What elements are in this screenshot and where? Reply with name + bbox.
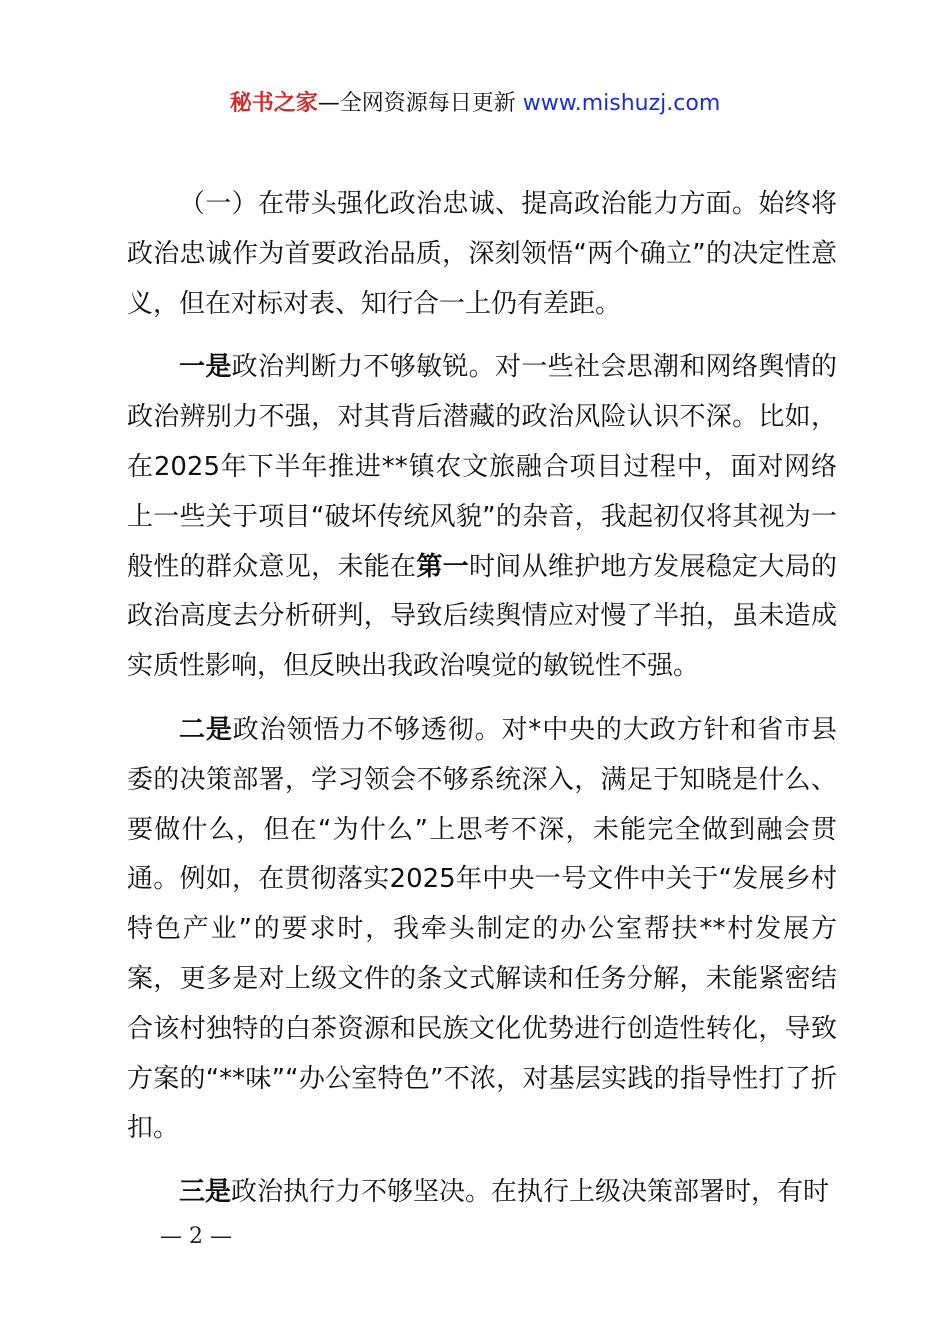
header-tagline: —全网资源每日更新: [317, 91, 523, 116]
document-body: [127, 180, 837, 1232]
section-heading-text: （一）在带头强化政治忠诚、提高政治能力方面。始终将政治忠诚作为首要政治品质，深刻领悟“两个确立”的决定性意义，但在对标对表、知行合一上仍有差距。: [127, 189, 837, 319]
point-two-text: 政治领悟力不够透彻。对*中央的大政方针和省市县委的决策部署，学习领会不够系统深入，满足于知晓是什么、要做什么，但在“为什么”上思考不深，未能完全做到融会贯通。例如，在贯彻落实2025年中央一号文件中关于“发展乡村特色产业”的要求时，我牵头制定的办公室帮扶**村发展方案，更多是对上级文件的条文式解读和任务分解，未能紧密结合该村独特的白茶资源和民族文化优势进行创造性转化，导致方案的“**味”“办公室特色”不浓，对基层实践的指导性打了折扣。: [127, 714, 837, 1144]
point-three-paragraph: [127, 1168, 837, 1218]
point-one-lead: 一是: [179, 352, 232, 383]
page-number: — 2 —: [160, 1224, 232, 1249]
point-one-text-a: 政治判断力不够敏锐。对一些社会思潮和网络舆情的政治辨别力不强，对其背后潜藏的政治风险认识不深。比如，在2025年下半年推进**镇农文旅融合项目过程中，面对网络上一些关于项目“破坏传统风貌”的杂音，我起初仅将其视为一般性的群众意见，未能在: [127, 352, 837, 582]
point-two-lead: 二是: [179, 714, 233, 745]
brand-name: 秘书之家: [229, 91, 318, 116]
point-one-paragraph: [127, 343, 837, 692]
point-three-lead: 三是: [179, 1177, 232, 1208]
section-paragraph: [127, 180, 837, 329]
point-one-bold-word: 第一: [416, 551, 469, 582]
site-header: [0, 86, 950, 122]
site-url-link[interactable]: www.mishuzj.com: [522, 91, 721, 116]
point-two-paragraph: [127, 706, 837, 1154]
point-three-text: 政治执行力不够坚决。在执行上级决策部署时，有时: [231, 1177, 830, 1208]
point-one-text-b: 时间从维护地方发展稳定大局的政治高度去分析研判，导致后续舆情应对慢了半拍，虽未造成实质性影响，但反映出我政治嗅觉的敏锐性不强。: [127, 551, 837, 682]
